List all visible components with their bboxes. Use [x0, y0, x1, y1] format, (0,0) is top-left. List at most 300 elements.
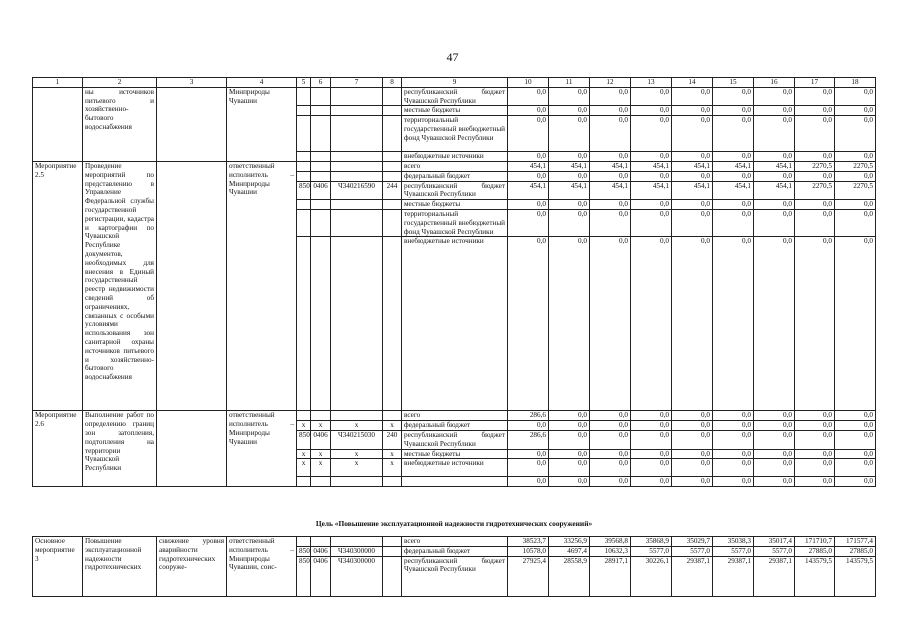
value-cell: 143579,5 [835, 556, 876, 596]
value-cell: 0,0 [631, 171, 672, 181]
value-cell: 454,1 [672, 181, 713, 200]
value-cell: 33256,9 [549, 537, 590, 547]
value-cell: 0,0 [590, 459, 631, 477]
value-cell: 5577,0 [672, 546, 713, 556]
expense-type-code [383, 161, 402, 171]
funding-source: внебюджетные источники [402, 459, 508, 477]
code-cell [383, 87, 402, 106]
value-cell: 2270,5 [835, 181, 876, 200]
value-cell: 2270,5 [835, 161, 876, 171]
funding-source: республиканский бюджет Чувашской Республики [402, 181, 508, 200]
value-cell: 0,0 [590, 106, 631, 116]
target-article-code [331, 171, 383, 181]
section-code [311, 477, 331, 487]
section-code: 0406 [311, 181, 331, 200]
code-cell [383, 116, 402, 152]
value-cell: 0,0 [754, 106, 795, 116]
value-cell: 454,1 [672, 161, 713, 171]
code-cell [311, 116, 331, 152]
grbs-code: x [297, 421, 311, 431]
value-cell: 454,1 [631, 161, 672, 171]
measure-description: Проведение мероприятий по представлению в Управление Федеральной службы государственной регистрации, кадастра и картографии по Чувашской Республике документов, необходимых для внесения в Единый государственный реестр недвижимости сведений об ограничениях, связанных с особыми условиями использования зон санитарной охраны источников питьевого и хозяйственно-бытового водоснабжения [83, 161, 157, 410]
target-article-code: Ч340216590 [331, 181, 383, 200]
section-code [311, 171, 331, 181]
value-cell: 29387,1 [713, 556, 754, 596]
section-code: x [311, 449, 331, 459]
expense-type-code [383, 200, 402, 210]
expense-type-code: 240 [383, 430, 402, 449]
value-cell: 0,0 [631, 116, 672, 152]
value-cell: 0,0 [754, 411, 795, 421]
value-cell: 0,0 [795, 430, 835, 449]
value-cell: 0,0 [631, 421, 672, 431]
target-article-code [331, 200, 383, 210]
value-cell: 0,0 [754, 430, 795, 449]
value-cell: 0,0 [835, 87, 876, 106]
target-indicator [157, 87, 227, 161]
value-cell: 0,0 [713, 200, 754, 210]
section-code [311, 411, 331, 421]
value-cell: 0,0 [672, 237, 713, 411]
value-cell: 0,0 [835, 477, 876, 487]
expense-type-code [383, 237, 402, 411]
target-article-code: Ч340300000 [331, 546, 383, 556]
measure-description: ны источников питьевого и хозяйственно-бытового водоснабжения [83, 87, 157, 161]
value-cell: 454,1 [508, 161, 549, 171]
code-cell [331, 87, 383, 106]
section-code: 0406 [311, 430, 331, 449]
value-cell: 0,0 [835, 459, 876, 477]
target-article-code: x [331, 421, 383, 431]
value-cell: 0,0 [508, 237, 549, 411]
value-cell: 0,0 [508, 106, 549, 116]
value-cell: 143579,5 [795, 556, 835, 596]
value-cell: 0,0 [672, 116, 713, 152]
value-cell: 0,0 [835, 106, 876, 116]
target-article-code [331, 161, 383, 171]
table-row [33, 411, 876, 421]
value-cell: 0,0 [754, 421, 795, 431]
grbs-code: 850 [297, 546, 311, 556]
value-cell: 0,0 [754, 171, 795, 181]
value-cell: 5577,0 [713, 546, 754, 556]
value-cell: 0,0 [549, 411, 590, 421]
value-cell: 29387,1 [754, 556, 795, 596]
grbs-code [297, 237, 311, 411]
value-cell: 38523,7 [508, 537, 549, 547]
value-cell: 0,0 [549, 171, 590, 181]
value-cell: 0,0 [508, 116, 549, 152]
value-cell: 0,0 [672, 209, 713, 236]
code-cell [311, 152, 331, 162]
measure-description: Выполнение работ по определению границ зон затопления, подтопления на территории Чувашской Республики [83, 411, 157, 487]
column-number: 1 [33, 78, 83, 88]
value-cell: 171577,4 [835, 537, 876, 547]
target-article-code [331, 477, 383, 487]
target-indicator [157, 411, 227, 487]
expense-type-code: x [383, 449, 402, 459]
value-cell: 27885,0 [835, 546, 876, 556]
value-cell: 0,0 [713, 116, 754, 152]
value-cell: 0,0 [754, 152, 795, 162]
target-indicator: снижение уровня аварийности гидротехнических сооруже- [157, 537, 227, 597]
code-cell [383, 152, 402, 162]
measure-description: Повышение эксплуатационной надежности гидротехнических [83, 537, 157, 597]
value-cell: 0,0 [508, 171, 549, 181]
value-cell: 0,0 [795, 106, 835, 116]
grbs-code: 850 [297, 181, 311, 200]
target-article-code: Ч340215030 [331, 430, 383, 449]
table-row [33, 161, 876, 171]
value-cell: 0,0 [631, 459, 672, 477]
value-cell: 0,0 [754, 459, 795, 477]
grbs-code [297, 477, 311, 487]
expense-type-code [383, 546, 402, 556]
column-number: 5 [297, 78, 311, 88]
value-cell: 35029,7 [672, 537, 713, 547]
funding-source: федеральный бюджет [402, 171, 508, 181]
value-cell: 0,0 [590, 421, 631, 431]
funding-source [402, 477, 508, 487]
target-indicator [157, 161, 227, 410]
value-cell: 10578,0 [508, 546, 549, 556]
expense-type-code [383, 209, 402, 236]
code-cell [297, 152, 311, 162]
section-code: x [311, 459, 331, 477]
executor: ответственный исполнитель – Минприроды Чувашии [227, 161, 297, 410]
value-cell: 0,0 [795, 477, 835, 487]
funding-source: внебюджетные источники [402, 237, 508, 411]
value-cell: 0,0 [672, 421, 713, 431]
expense-type-code: x [383, 459, 402, 477]
value-cell: 0,0 [713, 477, 754, 487]
value-cell: 0,0 [549, 237, 590, 411]
table-row [33, 537, 876, 547]
section-code [311, 537, 331, 547]
value-cell: 0,0 [549, 449, 590, 459]
expense-type-code: x [383, 421, 402, 431]
value-cell: 0,0 [590, 116, 631, 152]
value-cell: 0,0 [549, 200, 590, 210]
value-cell: 454,1 [549, 181, 590, 200]
target-article-code [331, 209, 383, 236]
value-cell: 0,0 [549, 152, 590, 162]
value-cell: 4697,4 [549, 546, 590, 556]
value-cell: 454,1 [713, 161, 754, 171]
value-cell: 0,0 [754, 209, 795, 236]
value-cell: 0,0 [713, 152, 754, 162]
value-cell: 0,0 [835, 116, 876, 152]
value-cell: 28917,1 [590, 556, 631, 596]
code-cell [297, 116, 311, 152]
value-cell: 0,0 [835, 152, 876, 162]
expense-type-code [383, 556, 402, 596]
value-cell: 0,0 [835, 430, 876, 449]
column-number: 12 [590, 78, 631, 88]
value-cell: 0,0 [631, 106, 672, 116]
value-cell: 2270,5 [795, 161, 835, 171]
measure-label: Мероприятие 2.6 [33, 411, 83, 487]
value-cell: 454,1 [590, 161, 631, 171]
funding-source: местные бюджеты [402, 200, 508, 210]
value-cell: 286,6 [508, 430, 549, 449]
value-cell: 454,1 [754, 181, 795, 200]
value-cell: 0,0 [713, 87, 754, 106]
grbs-code: x [297, 449, 311, 459]
funding-source: внебюджетные источники [402, 152, 508, 162]
value-cell: 0,0 [795, 209, 835, 236]
code-cell [331, 152, 383, 162]
column-number: 9 [402, 78, 508, 88]
value-cell: 30226,1 [631, 556, 672, 596]
funding-source: местные бюджеты [402, 449, 508, 459]
value-cell: 0,0 [590, 152, 631, 162]
column-number: 4 [227, 78, 297, 88]
value-cell: 0,0 [795, 171, 835, 181]
measure-label: Основное мероприятие 3 [33, 537, 83, 597]
target-article-code [331, 237, 383, 411]
value-cell: 0,0 [713, 449, 754, 459]
value-cell: 0,0 [672, 449, 713, 459]
value-cell: 0,0 [713, 411, 754, 421]
value-cell: 5577,0 [631, 546, 672, 556]
value-cell: 0,0 [672, 477, 713, 487]
value-cell: 0,0 [835, 209, 876, 236]
value-cell: 0,0 [713, 459, 754, 477]
target-article-code: x [331, 449, 383, 459]
table-row [33, 87, 876, 106]
executor: ответственный исполнитель – Минприроды Чувашии, соис- [227, 537, 297, 597]
value-cell: 0,0 [590, 449, 631, 459]
value-cell: 0,0 [754, 116, 795, 152]
section-code [311, 161, 331, 171]
executor: Минприроды Чувашии [227, 87, 297, 161]
grbs-code: x [297, 459, 311, 477]
value-cell: 0,0 [631, 200, 672, 210]
funding-source: республиканский бюджет Чувашской Республики [402, 87, 508, 106]
value-cell: 35038,3 [713, 537, 754, 547]
value-cell: 27885,0 [795, 546, 835, 556]
value-cell: 0,0 [508, 87, 549, 106]
value-cell: 286,6 [508, 411, 549, 421]
value-cell: 454,1 [590, 181, 631, 200]
value-cell: 0,0 [713, 421, 754, 431]
section-code: 0406 [311, 546, 331, 556]
value-cell: 0,0 [590, 171, 631, 181]
value-cell: 0,0 [631, 411, 672, 421]
value-cell: 0,0 [713, 430, 754, 449]
value-cell: 0,0 [795, 411, 835, 421]
value-cell: 0,0 [672, 152, 713, 162]
column-number: 6 [311, 78, 331, 88]
column-number: 16 [754, 78, 795, 88]
value-cell: 0,0 [835, 237, 876, 411]
value-cell: 0,0 [508, 459, 549, 477]
section-code [311, 200, 331, 210]
value-cell: 0,0 [672, 411, 713, 421]
funding-source: всего [402, 411, 508, 421]
value-cell: 0,0 [835, 200, 876, 210]
grbs-code [297, 161, 311, 171]
grbs-code: 850 [297, 556, 311, 596]
value-cell: 0,0 [590, 209, 631, 236]
value-cell: 0,0 [590, 87, 631, 106]
target-article-code [331, 411, 383, 421]
code-cell [331, 106, 383, 116]
value-cell: 0,0 [631, 449, 672, 459]
page-number: 47 [446, 50, 459, 64]
expense-type-code [383, 537, 402, 547]
value-cell: 0,0 [590, 430, 631, 449]
value-cell: 454,1 [508, 181, 549, 200]
column-number: 17 [795, 78, 835, 88]
value-cell: 0,0 [835, 171, 876, 181]
value-cell: 0,0 [631, 209, 672, 236]
value-cell: 0,0 [672, 430, 713, 449]
value-cell: 0,0 [795, 116, 835, 152]
value-cell: 0,0 [549, 477, 590, 487]
column-number: 3 [157, 78, 227, 88]
value-cell: 0,0 [631, 152, 672, 162]
funding-source: всего [402, 537, 508, 547]
value-cell: 0,0 [549, 430, 590, 449]
value-cell: 0,0 [713, 106, 754, 116]
value-cell: 0,0 [508, 421, 549, 431]
value-cell: 0,0 [631, 87, 672, 106]
value-cell: 0,0 [549, 87, 590, 106]
value-cell: 2270,5 [795, 181, 835, 200]
value-cell: 28558,9 [549, 556, 590, 596]
value-cell: 0,0 [672, 106, 713, 116]
value-cell: 0,0 [835, 411, 876, 421]
value-cell: 0,0 [590, 200, 631, 210]
value-cell: 0,0 [631, 477, 672, 487]
measure-label [33, 87, 83, 161]
section-code [311, 209, 331, 236]
value-cell: 0,0 [508, 449, 549, 459]
value-cell: 0,0 [549, 209, 590, 236]
code-cell [331, 116, 383, 152]
value-cell: 0,0 [795, 87, 835, 106]
column-number: 10 [508, 78, 549, 88]
section-code: x [311, 421, 331, 431]
column-number: 18 [835, 78, 876, 88]
funding-source: территориальный государственный внебюджетный фонд Чувашской Республики [402, 209, 508, 236]
code-cell [297, 106, 311, 116]
value-cell: 0,0 [795, 449, 835, 459]
value-cell: 0,0 [508, 152, 549, 162]
measure-label: Мероприятие 2.5 [33, 161, 83, 410]
value-cell: 454,1 [754, 161, 795, 171]
funding-source: территориальный государственный внебюджетный фонд Чувашской Республики [402, 116, 508, 152]
value-cell: 0,0 [672, 87, 713, 106]
funding-source: республиканский бюджет Чувашской Республики [402, 430, 508, 449]
value-cell: 0,0 [672, 459, 713, 477]
value-cell: 0,0 [590, 477, 631, 487]
funding-source: всего [402, 161, 508, 171]
value-cell: 35868,9 [631, 537, 672, 547]
value-cell: 0,0 [672, 171, 713, 181]
budget-table-bottom [32, 536, 876, 597]
value-cell: 0,0 [713, 209, 754, 236]
value-cell: 454,1 [631, 181, 672, 200]
header-row [33, 78, 876, 88]
column-number: 7 [331, 78, 383, 88]
value-cell: 0,0 [549, 106, 590, 116]
budget-table [32, 77, 876, 487]
value-cell: 0,0 [835, 449, 876, 459]
value-cell: 0,0 [795, 200, 835, 210]
target-article-code [331, 537, 383, 547]
column-number: 8 [383, 78, 402, 88]
value-cell: 29387,1 [672, 556, 713, 596]
grbs-code [297, 537, 311, 547]
executor: ответственный исполнитель – Минприроды Чувашии [227, 411, 297, 487]
code-cell [311, 106, 331, 116]
funding-source: местные бюджеты [402, 106, 508, 116]
value-cell: 0,0 [549, 116, 590, 152]
value-cell: 0,0 [549, 459, 590, 477]
value-cell: 5577,0 [754, 546, 795, 556]
grbs-code [297, 200, 311, 210]
expense-type-code [383, 477, 402, 487]
value-cell: 0,0 [835, 421, 876, 431]
value-cell: 0,0 [713, 237, 754, 411]
value-cell: 171710,7 [795, 537, 835, 547]
value-cell: 454,1 [713, 181, 754, 200]
value-cell: 0,0 [672, 200, 713, 210]
code-cell [383, 106, 402, 116]
grbs-code [297, 209, 311, 236]
value-cell: 0,0 [795, 237, 835, 411]
value-cell: 0,0 [508, 477, 549, 487]
value-cell: 35017,4 [754, 537, 795, 547]
value-cell: 454,1 [549, 161, 590, 171]
value-cell: 0,0 [754, 87, 795, 106]
value-cell: 0,0 [631, 237, 672, 411]
funding-source: республиканский бюджет Чувашской Республики [402, 556, 508, 596]
code-cell [311, 87, 331, 106]
value-cell: 0,0 [795, 459, 835, 477]
value-cell: 0,0 [754, 237, 795, 411]
value-cell: 0,0 [754, 477, 795, 487]
goal-heading: Цель «Повышение эксплуатационной надежности гидротехнических сооружений» [315, 519, 593, 528]
section-code: 0406 [311, 556, 331, 596]
column-number: 15 [713, 78, 754, 88]
grbs-code: 850 [297, 430, 311, 449]
column-number: 14 [672, 78, 713, 88]
value-cell: 0,0 [795, 421, 835, 431]
value-cell: 0,0 [549, 421, 590, 431]
grbs-code [297, 411, 311, 421]
value-cell: 0,0 [590, 237, 631, 411]
funding-source: федеральный бюджет [402, 546, 508, 556]
value-cell: 0,0 [508, 200, 549, 210]
column-number: 13 [631, 78, 672, 88]
value-cell: 0,0 [754, 449, 795, 459]
column-number: 2 [83, 78, 157, 88]
value-cell: 0,0 [795, 152, 835, 162]
expense-type-code [383, 411, 402, 421]
code-cell [297, 87, 311, 106]
grbs-code [297, 171, 311, 181]
value-cell: 0,0 [631, 430, 672, 449]
expense-type-code [383, 171, 402, 181]
section-code [311, 237, 331, 411]
value-cell: 0,0 [590, 411, 631, 421]
value-cell: 0,0 [713, 171, 754, 181]
value-cell: 27925,4 [508, 556, 549, 596]
